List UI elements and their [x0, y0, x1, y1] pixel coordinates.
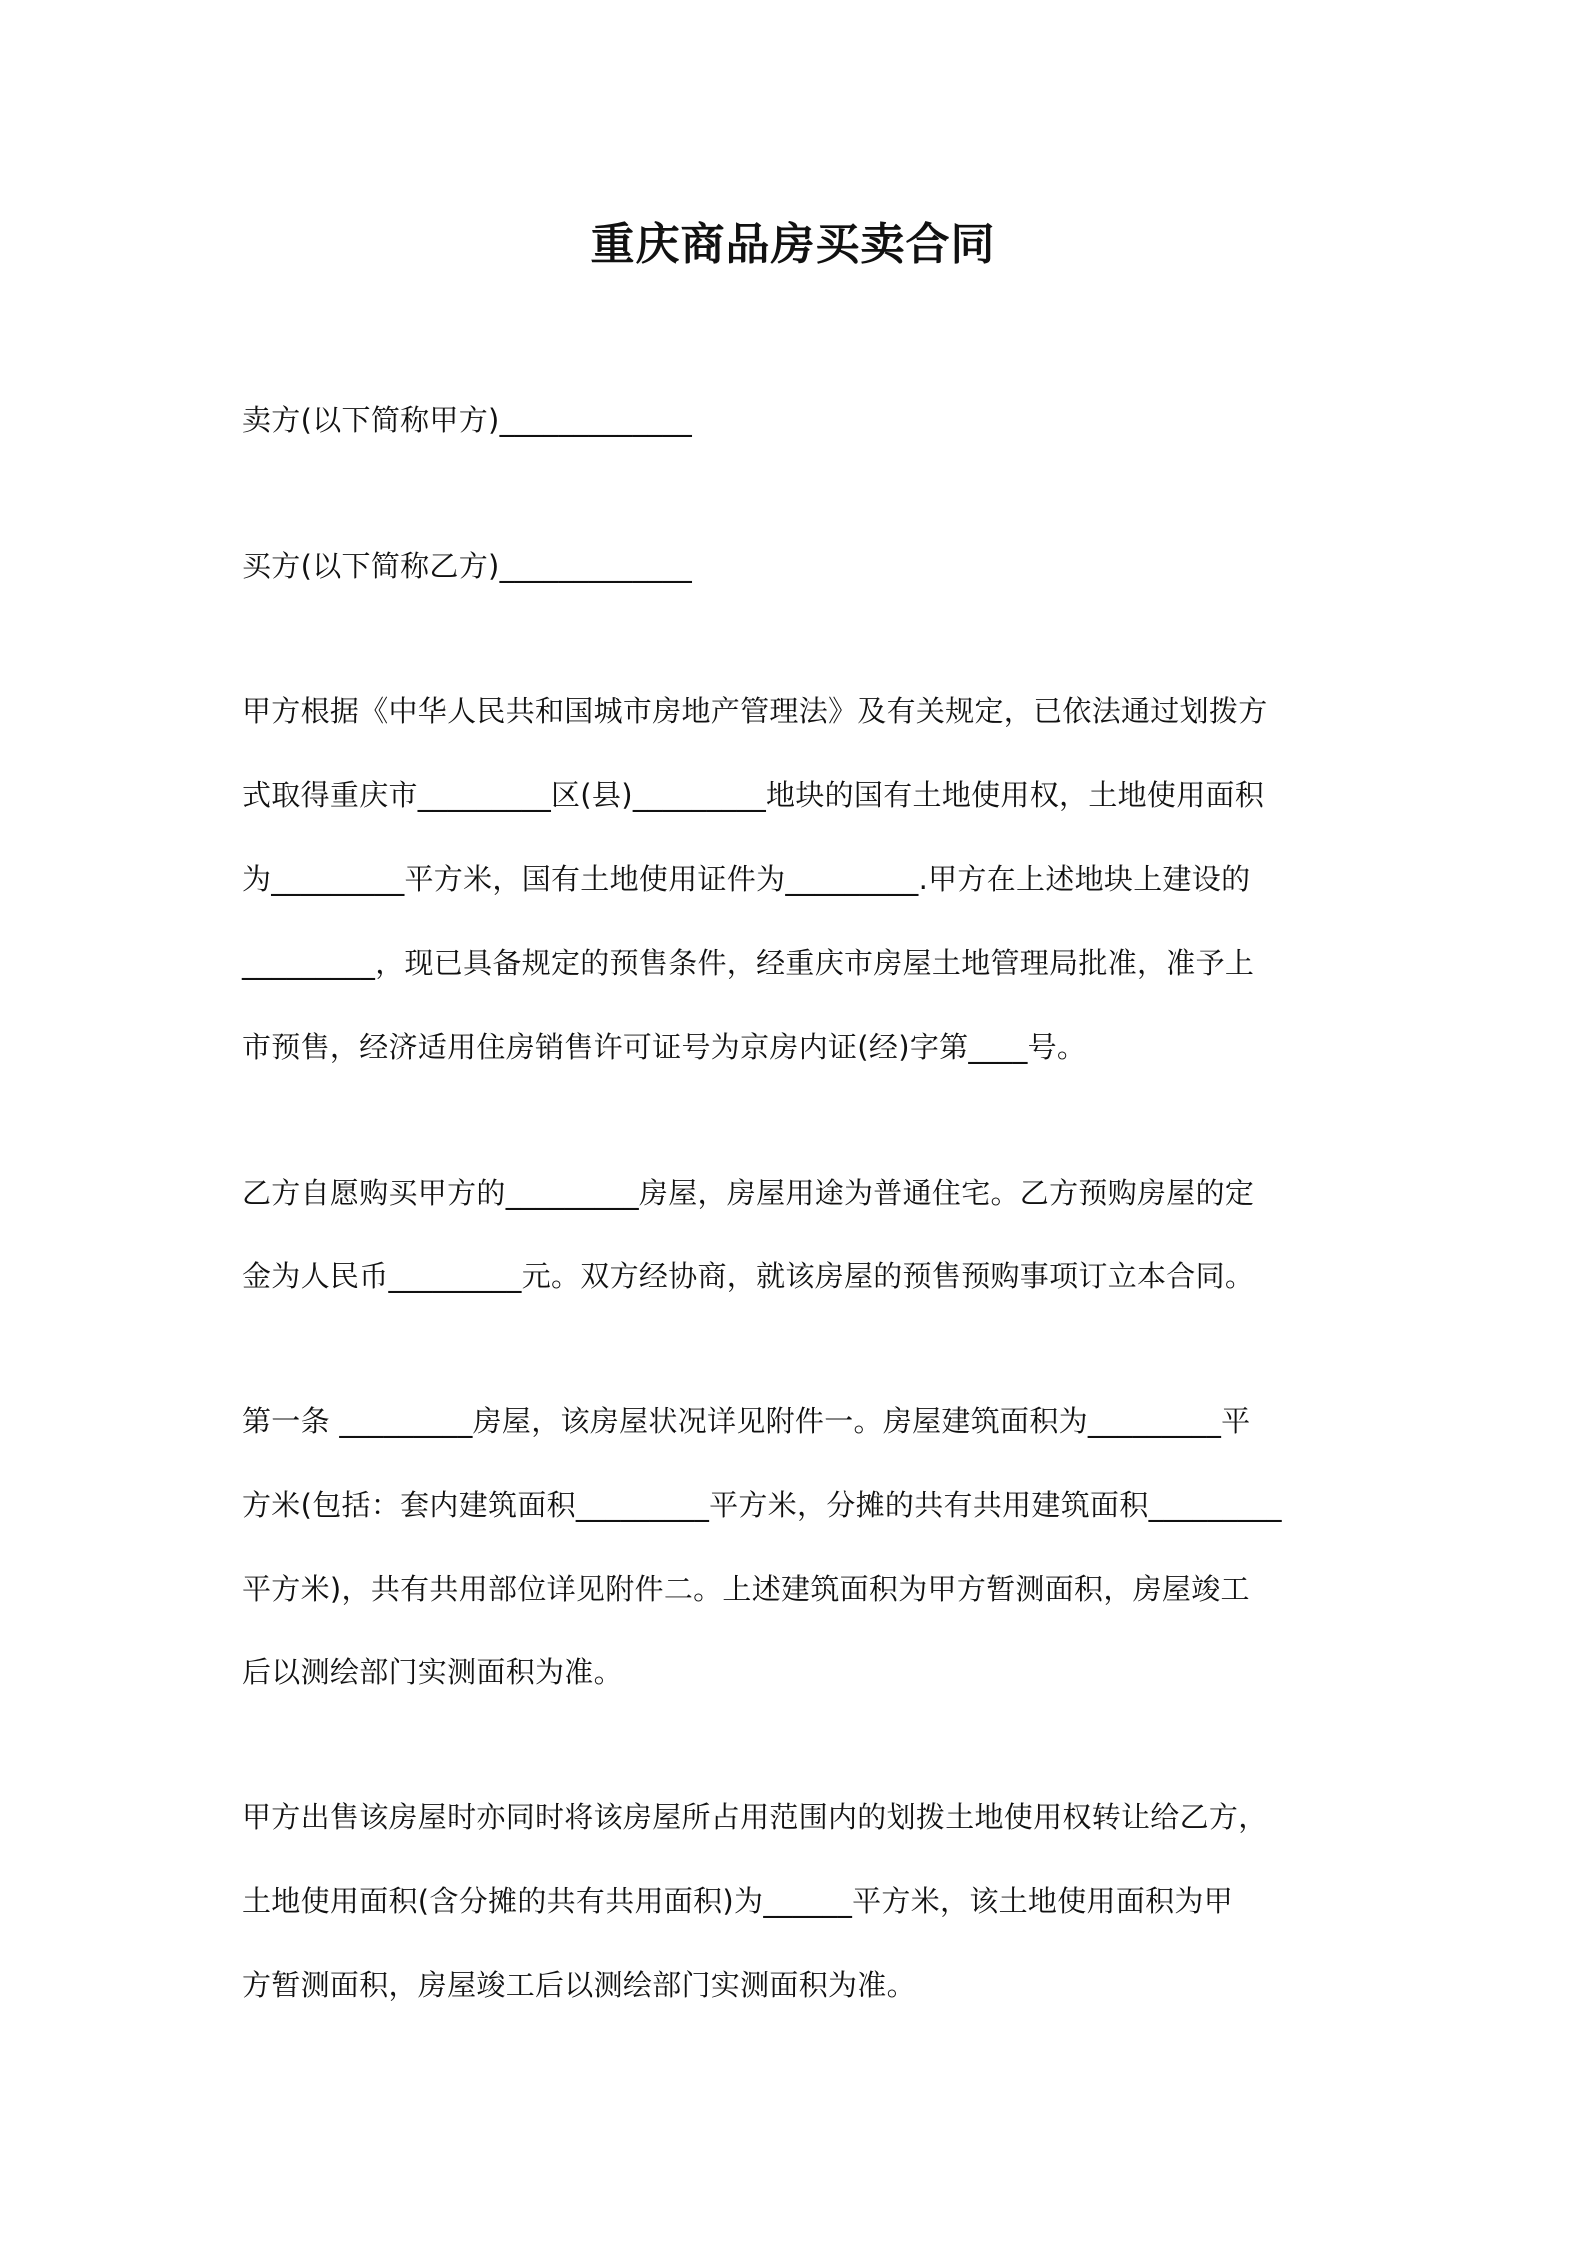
paragraph-line: 式取得重庆市_________区(县)_________地块的国有土地使用权，土地使用面积 [242, 778, 1265, 812]
paragraph-line: 方暂测面积，房屋竣工后以测绘部门实测面积为准。 [242, 1968, 916, 2002]
paragraph-line: 后以测绘部门实测面积为准。 [242, 1655, 623, 1689]
paragraph-line: _________，现已具备规定的预售条件，经重庆市房屋土地管理局批准，准予上 [242, 946, 1255, 980]
paragraph-line: 平方米)，共有共用部位详见附件二。上述建筑面积为甲方暂测面积，房屋竣工 [242, 1572, 1250, 1606]
paragraph-line: 第一条 _________房屋，该房屋状况详见附件一。房屋建筑面积为_________平 [242, 1404, 1251, 1438]
paragraph-line: 方米(包括：套内建筑面积_________平方米，分摊的共有共用建筑面积_________ [242, 1488, 1282, 1522]
paragraph-line: 金为人民币_________元。双方经协商，就该房屋的预售预购事项订立本合同。 [242, 1259, 1255, 1293]
paragraph-line: 乙方自愿购买甲方的_________房屋，房屋用途为普通住宅。乙方预购房屋的定 [242, 1176, 1255, 1210]
seller-line: 卖方(以下简称甲方)_____________ [242, 403, 693, 437]
paragraph-line: 土地使用面积(含分摊的共有共用面积)为______平方米，该土地使用面积为甲 [242, 1884, 1234, 1918]
buyer-line: 买方(以下简称乙方)_____________ [242, 549, 693, 583]
paragraph-line: 甲方根据《中华人民共和国城市房地产管理法》及有关规定，已依法通过划拨方 [242, 694, 1268, 728]
paragraph-line: 为_________平方米，国有土地使用证件为_________.甲方在上述地块上建设的 [242, 862, 1251, 896]
document-title: 重庆商品房买卖合同 [590, 219, 996, 270]
paragraph-line: 甲方出售该房屋时亦同时将该房屋所占用范围内的划拨土地使用权转让给乙方， [242, 1800, 1268, 1834]
paragraph-line: 市预售，经济适用住房销售许可证号为京房内证(经)字第____号。 [242, 1030, 1087, 1064]
